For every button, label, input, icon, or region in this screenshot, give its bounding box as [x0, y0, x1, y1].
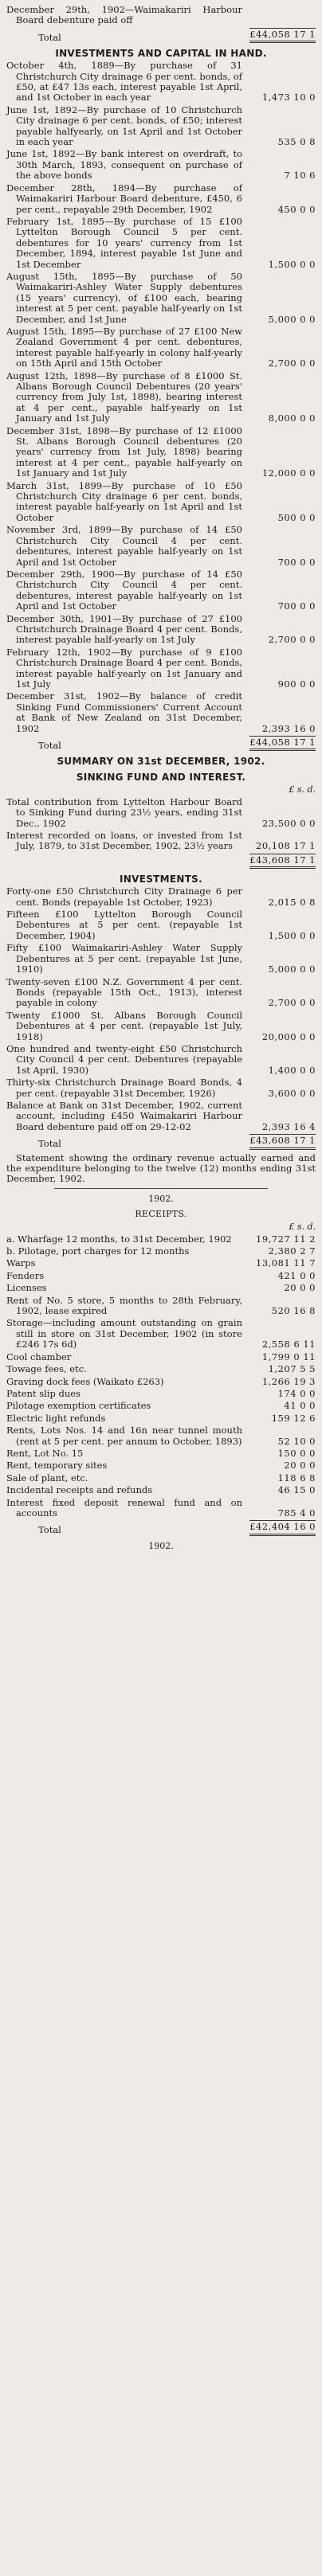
receipt-entry-amount: 19,727 11 2: [256, 1233, 316, 1245]
receipt-entry-amount: 20 0 0: [284, 1282, 316, 1294]
investment-entry: [6, 569, 316, 612]
investment-entry-amount: 1,500 0 0: [268, 258, 316, 270]
receipt-entry-text: Sale of plant, etc.: [6, 1472, 88, 1483]
summary-investment-entry-text: Fifty £100 Waimakariri-Ashley Water Supply Debentures at 5 per cent. (repayable 1st June, 1910): [6, 942, 242, 975]
receipt-entry-text: Graving dock fees (Waikato £263): [6, 1375, 164, 1387]
investment-entry-text: February 12th, 1902—By purchase of 9 £100 Christchurch Drainage Board 4 per cent. Bonds, interest payable half-yearly on 1st January and 1st July: [6, 646, 242, 690]
summary-investment-entry-text: Thirty-six Christchurch Drainage Board Bonds, 4 per cent. (repayable 31st December, 1926): [6, 1077, 242, 1099]
investment-entry-text: August 15th, 1895—By purchase of 50 Waimakariri-Ashley Water Supply debentures (15 years' currency), of £100 each, bearing interest at 5 per cent. payable half-yearly on 1st December, and 1st June: [6, 270, 242, 325]
receipt-entry-amount: 13,081 11 7: [256, 1257, 316, 1269]
summary-investment-entry: [6, 1100, 316, 1132]
receipt-entry-amount: 20 0 0: [284, 1460, 316, 1472]
receipt-entry-amount: 785 4 0: [277, 1507, 316, 1519]
summary-investment-entry-amount: 5,000 0 0: [268, 964, 316, 975]
investment-entry: [6, 614, 316, 646]
receipt-entry-amount: 2,558 6 11: [261, 1339, 316, 1351]
receipt-entry-amount: 1,207 5 5: [268, 1363, 316, 1375]
footer-year: 1902.: [148, 1540, 174, 1551]
divider: [54, 1188, 268, 1189]
receipts-total-amount: £42,404 16 0: [249, 1520, 316, 1535]
summary-investment-entry: [6, 943, 316, 975]
receipts-heading: RECEIPTS.: [135, 1209, 187, 1220]
receipt-entry-text: Patent slip dues: [6, 1387, 80, 1399]
receipt-entry: [6, 1283, 316, 1293]
receipt-entry: [6, 1377, 316, 1387]
receipt-entry-text: Rent, temporary sites: [6, 1460, 108, 1472]
summary-entry: [6, 831, 316, 852]
receipt-entry-amount: 118 6 8: [277, 1472, 316, 1483]
investment-entry-text: December 28th, 1894—By purchase of Waimakariri Harbour Board debenture, £450, 6 per cent., repayable 29th December, 1902: [6, 182, 242, 215]
investment-entry: [6, 326, 316, 369]
investment-entry-amount: 535 0 8: [277, 136, 316, 148]
investment-entry-amount: 900 0 0: [277, 678, 316, 690]
receipts-total-label: Total: [38, 1524, 61, 1536]
summary-investment-entry-amount: 2,393 16 4: [261, 1120, 316, 1132]
receipt-entry-text: Interest fixed deposit renewal fund and on accounts: [6, 1496, 242, 1519]
investment-entry-amount: 1,473 10 0: [261, 92, 316, 104]
receipt-entry: [6, 1352, 316, 1362]
investment-entry-text: December 30th, 1901—By purchase of 27 £100 Christchurch Drainage Board 4 per cent. Bonds, interest payable half-yearly on 1st July: [6, 612, 242, 646]
receipt-entry-text: Electric light refunds: [6, 1412, 106, 1424]
investment-entry: [6, 61, 316, 104]
investment-entry: [6, 691, 316, 734]
receipt-entry-amount: 520 16 8: [271, 1305, 316, 1317]
summary-investment-entry-text: One hundred and twenty-eight £50 Christchurch City Council 4 per cent. Debentures (repayable 1st April, 1930): [6, 1042, 242, 1076]
receipt-entry-text: a. Wharfage 12 months, to 31st December, 1902: [6, 1233, 232, 1245]
opening-entry-text: December 29th, 1902—Waimakariri Harbour Board debenture paid off: [6, 4, 242, 26]
receipt-entry: [6, 1485, 316, 1495]
receipt-entry-text: Licenses: [6, 1282, 47, 1294]
summary-investment-entry-amount: 2,700 0 0: [268, 997, 316, 1009]
summary-investment-entry-text: Twenty-seven £100 N.Z. Government 4 per cent. Bonds (repayable 15th Oct., 1913), interest payable in colony: [6, 975, 242, 1009]
receipt-entry-text: Rent of No. 5 store, 5 months to 28th February, 1902, lease expired: [6, 1294, 242, 1317]
receipt-entry-amount: 2,380 2 7: [268, 1245, 316, 1257]
receipts-year: 1902.: [148, 1193, 174, 1204]
receipt-entry: [6, 1271, 316, 1281]
summary-investment-entry-amount: 2,015 0 8: [268, 896, 316, 908]
receipt-entry-amount: 41 0 0: [284, 1400, 316, 1412]
investment-entry-amount: 5,000 0 0: [268, 313, 316, 325]
receipt-entry: [6, 1473, 316, 1483]
receipt-entry-amount: 159 12 6: [271, 1412, 316, 1424]
summary-entry-text: Total contribution from Lyttelton Harbour Board to Sinking Fund during 23½ years, ending 31st Dec., 1902: [6, 795, 242, 829]
investments-total-label: Total: [38, 740, 61, 751]
receipt-entry-text: Warps: [6, 1257, 36, 1269]
summary-heading: SUMMARY ON 31st DECEMBER, 1902.: [57, 756, 265, 768]
receipt-entry: [6, 1425, 316, 1447]
sinking-fund-heading: SINKING FUND AND INTEREST.: [76, 772, 246, 784]
summary-investment-entry-amount: 1,500 0 0: [268, 929, 316, 941]
investment-entry-text: December 31st, 1902—By balance of credit Sinking Fund Commissioners' Current Account at Bank of New Zealand on 31st December, 1902: [6, 690, 242, 734]
receipt-entry: [6, 1413, 316, 1424]
receipt-entry: [6, 1498, 316, 1519]
investment-entry-amount: 700 0 0: [277, 556, 316, 568]
summary-investment-entry-amount: 3,600 0 0: [268, 1087, 316, 1099]
investment-entry: [6, 217, 316, 270]
investments-list: [6, 61, 316, 734]
investment-entry-text: February 1st, 1895—By purchase of 15 £100 Lyttelton Borough Council 5 per cent. debentures for 10 years' currency from 1st December, 1894, interest payable 1st June and 1st December: [6, 215, 242, 270]
investment-entry: [6, 371, 316, 424]
investment-entry-amount: 2,393 16 0: [261, 722, 316, 734]
receipt-entry-text: Cool chamber: [6, 1351, 72, 1362]
receipt-entry-text: Storage—including amount outstanding on grain still in store on 31st December, 1902 (in store £246 17s 6d): [6, 1317, 242, 1351]
summary-total-amount: £43,608 17 1: [249, 854, 316, 869]
summary-list: [6, 797, 316, 852]
receipt-entry: [6, 1364, 316, 1374]
investment-entry-amount: 2,700 0 0: [268, 358, 316, 369]
summary-investments-heading: INVESTMENTS.: [120, 874, 202, 885]
investment-entry-text: November 3rd, 1899—By purchase of 14 £50 Christchurch City Council 4 per cent. debentures, interest payable half-yearly on 1st April and 1st October: [6, 524, 242, 568]
summary-total-row: [6, 854, 316, 869]
receipt-entry: [6, 1389, 316, 1399]
receipt-entry-text: b. Pilotage, port charges for 12 months: [6, 1245, 190, 1257]
receipts-column-head: £ s. d.: [289, 1222, 316, 1233]
investments-total-row: [6, 736, 316, 751]
summary-entry: [6, 797, 316, 829]
receipt-entry-text: Rent, Lot No. 15: [6, 1447, 84, 1459]
receipt-entry-amount: 1,266 19 3: [261, 1375, 316, 1387]
investment-entry-text: March 31st, 1899—By purchase of 10 £50 Christchurch City drainage 6 per cent. bonds, interest payable half-yearly on 1st April and 1st October: [6, 479, 242, 523]
summary-column-head: £ s. d.: [289, 784, 316, 795]
receipt-entry-amount: 1,799 0 11: [261, 1351, 316, 1362]
investment-entry-amount: 7 10 6: [284, 170, 316, 182]
receipt-entry-amount: 52 10 0: [277, 1435, 316, 1447]
investment-entry-amount: 12,000 0 0: [261, 467, 316, 479]
summary-investment-entry-text: Forty-one £50 Christchurch City Drainage 6 per cent. Bonds (repayable 1st October, 1923): [6, 885, 242, 908]
investment-entry-text: August 12th, 1898—By purchase of 8 £1000 St. Albans Borough Council Debentures (20 years' currency from July 1st, 1898), bearing interest at 4 per cent., payable half-yearly on 1st January and 1st July: [6, 369, 242, 424]
statement-paragraph: Statement showing the ordinary revenue actually earned and the expenditure belonging to the twelve (12) months ending 31st December, 1902.: [6, 1151, 316, 1185]
receipts-total-row: [6, 1520, 316, 1535]
receipt-entry: [6, 1460, 316, 1471]
summary-investment-entry-text: Twenty £1000 St. Albans Borough Council Debentures at 4 per cent. (repayable 1st July, 1918): [6, 1009, 242, 1042]
investment-entry: [6, 426, 316, 479]
investment-entry: [6, 525, 316, 568]
investment-entry-amount: 2,700 0 0: [268, 634, 316, 646]
investment-entry-text: June 1st, 1892—By bank interest on overdraft, to 30th March, 1893, consequent on purchase of the above bonds: [6, 148, 242, 182]
summary-investment-entry: [6, 909, 316, 941]
opening-total-row: [6, 28, 316, 43]
investment-entry-amount: 450 0 0: [277, 203, 316, 215]
receipt-entry: [6, 1296, 316, 1317]
receipt-entry-text: Pilotage exemption certificates: [6, 1400, 151, 1412]
investment-entry: [6, 149, 316, 181]
receipt-entry-amount: 174 0 0: [277, 1387, 316, 1399]
summary-entry-amount: 23,500 0 0: [261, 817, 316, 829]
receipt-entry: [6, 1234, 316, 1245]
opening-total-amount: £44,058 17 1: [249, 28, 316, 43]
summary-investment-entry-text: Balance at Bank on 31st December, 1902, current account, including £450 Waimakariri Harbour Board debenture paid off on 29-12-02: [6, 1099, 242, 1132]
investment-entry: [6, 481, 316, 524]
receipts-list: [6, 1234, 316, 1519]
investment-entry-amount: 8,000 0 0: [268, 412, 316, 424]
summary-investment-entry: [6, 1077, 316, 1099]
investment-entry: [6, 105, 316, 148]
investment-entry: [6, 183, 316, 215]
receipt-entry: [6, 1401, 316, 1411]
investment-entry-amount: 500 0 0: [277, 511, 316, 523]
investment-entry-text: December 29th, 1900—By purchase of 14 £50 Christchurch City Council 4 per cent. debentures, interest payable half-yearly on 1st April and 1st October: [6, 568, 242, 612]
receipt-entry-amount: 421 0 0: [277, 1269, 316, 1281]
receipt-entry-text: Fenders: [6, 1269, 45, 1281]
summary-investment-entry: [6, 1044, 316, 1076]
summary-investments-total-amount: £43,608 17 1: [249, 1134, 316, 1149]
investment-entry-text: December 31st, 1898—By purchase of 12 £1000 St. Albans Borough Council debentures (20 years' currency from 1st July, 1898) bearing interest at 4 per cent., payable half-yearly on 1st January and 1st July: [6, 424, 242, 479]
summary-entry-amount: 20,108 17 1: [256, 840, 316, 852]
summary-investment-entry-text: Fifteen £100 Lyttelton Borough Council Debentures at 5 per cent. (repayable 1st December, 1904): [6, 909, 242, 941]
opening-entry: [6, 5, 316, 26]
summary-entry-text: Interest recorded on loans, or invested from 1st July, 1879, to 31st December, 1902, 23½ years: [6, 830, 242, 852]
receipt-entry: [6, 1258, 316, 1268]
investment-entry: [6, 272, 316, 325]
receipt-entry: [6, 1448, 316, 1459]
summary-investments-list: [6, 886, 316, 1132]
receipt-entry-text: Towage fees, etc.: [6, 1363, 87, 1375]
summary-investment-entry: [6, 886, 316, 908]
investment-entry-text: October 4th, 1889—By purchase of 31 Christchurch City drainage 6 per cent. bonds, of £50, at £47 13s each, interest payable 1st April, and 1st October in each year: [6, 60, 242, 104]
investment-entry-amount: 700 0 0: [277, 600, 316, 612]
opening-total-label: Total: [38, 31, 61, 43]
summary-investments-total-label: Total: [38, 1138, 61, 1150]
investment-entry: [6, 647, 316, 690]
receipt-entry-amount: 46 15 0: [277, 1484, 316, 1496]
receipt-entry-text: Rents, Lots Nos. 14 and 16n near tunnel mouth (rent at 5 per cent. per annum to October, 1893): [6, 1425, 242, 1447]
summary-investment-entry-amount: 20,000 0 0: [261, 1030, 316, 1042]
investments-total-amount: £44,058 17 1: [249, 736, 316, 751]
receipt-entry-amount: 150 0 0: [277, 1447, 316, 1459]
summary-investments-total-row: [6, 1134, 316, 1149]
receipt-entry-text: Incidental receipts and refunds: [6, 1484, 153, 1496]
summary-investment-entry: [6, 1010, 316, 1042]
summary-investment-entry-amount: 1,400 0 0: [268, 1064, 316, 1076]
summary-investment-entry: [6, 977, 316, 1009]
investment-entry-text: August 15th, 1895—By purchase of 27 £100 New Zealand Government 4 per cent. debentures, interest payable half-yearly in colony half-yearly on 15th April and 15th October: [6, 325, 242, 369]
investment-entry-text: June 1st, 1892—By purchase of 10 Christchurch City drainage 6 per cent. bonds, of £50; interest payable halfyearly, on 1st April and 1st October in each year: [6, 104, 242, 148]
receipt-entry: [6, 1246, 316, 1257]
investments-heading: INVESTMENTS AND CAPITAL IN HAND.: [55, 48, 267, 60]
receipt-entry: [6, 1318, 316, 1350]
